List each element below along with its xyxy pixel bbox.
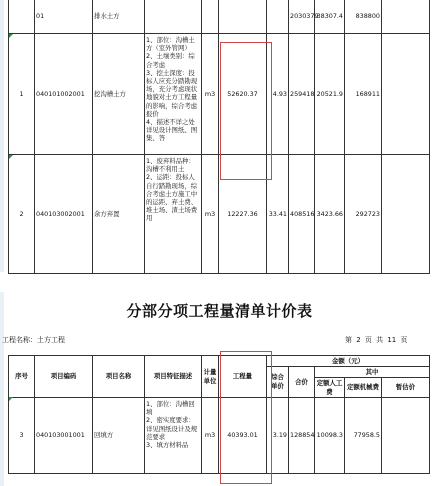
total-cell: 408516 (289, 155, 315, 274)
page-number: 第 2 页 共 11 页 (345, 336, 408, 344)
table-row (9, 0, 430, 34)
features-cell (145, 398, 202, 474)
seq-cell: 1 (9, 34, 35, 155)
header-code: 项目编码 (35, 356, 93, 398)
unit-price-cell: 4.93 (267, 34, 289, 155)
total-cell: 128854 (289, 398, 315, 474)
header-features: 项目特征描述 (145, 356, 202, 398)
project-name-label: 工程名称：土方工程 (2, 336, 65, 344)
quantity-cell: 12227.36 (219, 155, 267, 274)
header-unit: 计量单位 (202, 356, 219, 398)
cell-marker-icon (9, 34, 13, 38)
feature-line: 3、挖土深度：投标人应充分踏勘现场，充分考虑现状地貌对土方工程量的影响，综合考虑报价 (146, 68, 198, 118)
code-cell: 040101002001 (35, 34, 93, 155)
quantity-cell (219, 0, 267, 34)
quantity-highlight-box (220, 42, 272, 180)
feature-line: 2、运距：投标人自行踏勘现场，综合考虑土方施工中的运距、弃土费、堆土场、渣土场费用 (146, 173, 198, 223)
header-seq: 序号 (9, 356, 35, 398)
unit-price-cell: 33.41 (267, 155, 289, 274)
cell-marker-icon (9, 397, 13, 401)
table-row (9, 34, 430, 155)
unit-cell: m3 (202, 398, 219, 474)
quantity-cell: 52620.37 (219, 34, 267, 155)
header-name: 项目名称 (93, 356, 145, 398)
sheet-gutter-top (0, 0, 4, 272)
code-cell: 01 (35, 0, 93, 34)
feature-line: 1、部位：沟槽土方（室外管网） (146, 36, 195, 53)
feature-line: 2、土壤类别：综合考虑 (146, 52, 195, 69)
seq-cell: 2 (9, 155, 35, 274)
labor-cost-cell: 10098.3 (315, 398, 345, 474)
code-cell: 040103002001 (35, 155, 93, 274)
machinery-cost-cell: 77958.5 (345, 398, 382, 474)
unit-price-cell: 3.19 (267, 398, 289, 474)
feature-line: 1、废弃料品种：沟槽不利用土 (146, 157, 195, 174)
quantity-cell: 40393.01 (219, 398, 267, 474)
features-cell (145, 0, 202, 34)
header-amount-group: 金额（元） (267, 356, 430, 367)
table-row (9, 155, 430, 274)
feature-line: 1、部位：沟槽回填 (146, 400, 195, 417)
header-labor: 定额人工费 (315, 378, 345, 398)
unit-cell (202, 0, 219, 34)
total-cell: 2030379 (289, 0, 315, 34)
provisional-cell (382, 155, 430, 274)
total-cell: 259418 (289, 34, 315, 155)
name-cell: 回填方 (93, 398, 145, 474)
header-machinery: 定额机械费 (345, 378, 382, 398)
seq-cell (9, 0, 35, 34)
feature-line: 3、填方材料品 (146, 441, 189, 450)
unit-cell: m3 (202, 34, 219, 155)
labor-cost-cell: 38307.4 (315, 0, 345, 34)
header-of-which: 其中 (315, 367, 430, 378)
cost-table-sheet1 (8, 0, 430, 274)
quantity-highlight-box (220, 351, 272, 484)
machinery-cost-cell: 838800 (345, 0, 382, 34)
header-provisional: 暂估价 (382, 378, 430, 398)
features-cell (145, 34, 202, 155)
cell-marker-icon (9, 155, 13, 159)
machinery-cost-cell: 168911 (345, 34, 382, 155)
name-cell: 余方弃置 (93, 155, 145, 274)
provisional-cell (382, 0, 430, 34)
feature-line: 2、密实度要求：详见图纸设计及规范要求 (146, 416, 198, 441)
features-cell (145, 155, 202, 274)
unit-price-cell (267, 0, 289, 34)
page-two (0, 286, 439, 486)
unit-cell: m3 (202, 155, 219, 274)
provisional-cell (382, 34, 430, 155)
header-quantity: 工程量 (219, 356, 267, 398)
seq-cell: 3 (9, 398, 35, 474)
header-total: 合价 (289, 367, 315, 398)
feature-line: 4、描述不详之处详见设计图纸、图集、答 (146, 118, 198, 143)
code-cell: 040103001001 (35, 398, 93, 474)
labor-cost-cell: 3423.66 (315, 155, 345, 274)
page-title: 分部分项工程量清单计价表 (126, 302, 313, 320)
header-unit-price: 综合单价 (267, 367, 289, 398)
provisional-cell (382, 398, 430, 474)
machinery-cost-cell: 292723 (345, 155, 382, 274)
name-cell: 挖沟槽土方 (93, 34, 145, 155)
labor-cost-cell: 20521.9 (315, 34, 345, 155)
name-cell: 排水土方 (93, 0, 145, 34)
